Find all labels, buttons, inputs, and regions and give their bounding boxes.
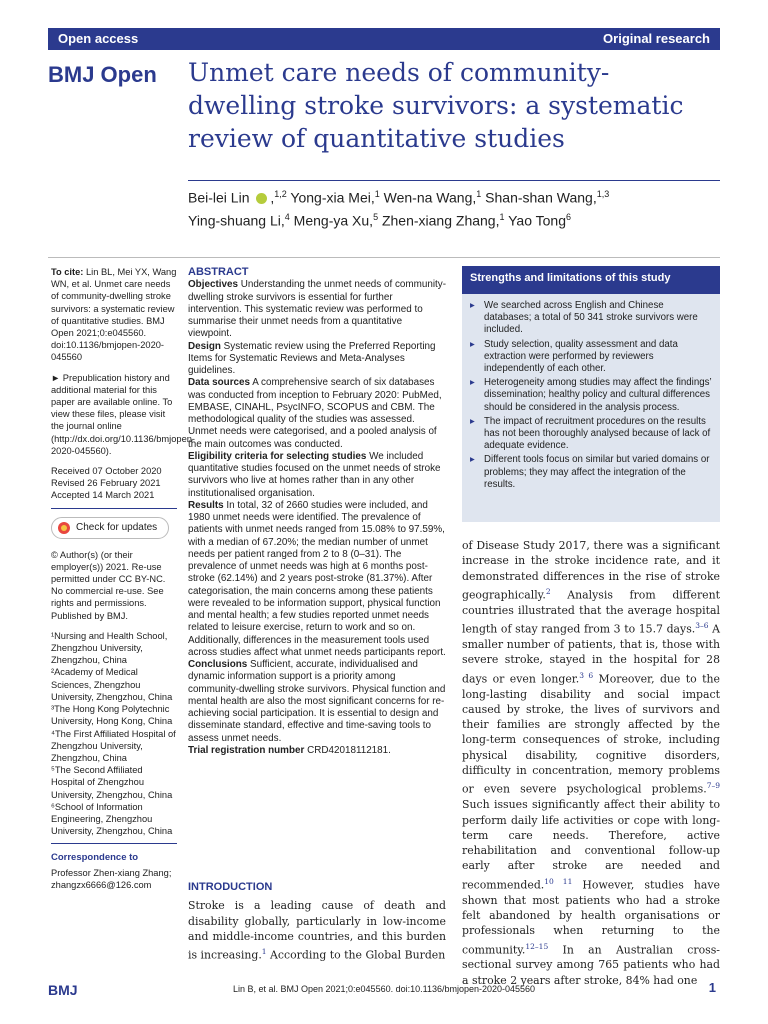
cite-text: Lin BL, Mei YX, Wang WN, et al. Unmet care needs of community-dwelling stroke survivors: a systematic review of quantitative studies. BMJ Open 2021;0:e045560. doi:10.1136/bmjopen-2020-045560 [51,267,177,363]
author-affil-sup: 6 [566,211,572,222]
top-banner [48,28,720,50]
author-affil-sup: 4 [284,211,290,222]
strengths-list [462,294,720,491]
body-text: According to the Global Burden [266,948,446,962]
journal-logo: BMJ Open [48,62,157,87]
section-label: Objectives [188,279,238,291]
citation-block [51,266,177,364]
strengths-limitations-box [462,266,720,522]
reference-link[interactable]: 3 6 [579,670,594,680]
affiliation-item: ⁴The First Affiliated Hospital of Zhengzhou University, Zhengzhou, China [51,728,176,763]
abstract-conclusions [188,659,446,745]
author-name: Wen-na Wang, [379,189,477,206]
affiliation-list [51,630,177,837]
list-item: ▸ Different tools focus on similar but varied domains or problems; they may affect the integration of the results. [470,454,712,491]
reference-link[interactable]: 12–15 [525,941,549,951]
correspondence-email[interactable]: zhangzx6666@126.com [51,879,152,890]
strengths-heading: Strengths and limitations of this study [462,266,720,294]
open-access-label: Open access [58,31,139,46]
body-text: Such issues significantly affect their ability to perform daily life activities or cope with long-term care needs. Therefore, active rehabilitation and conventional follow-up early after stroke are needed and recommended. [462,798,720,892]
prepub-note: ► Prepublication history and additional material for this paper are available online. To view these files, please visit the journal online (http://dx.doi.org/10.1136/bmjopen-2020-045560). [51,372,196,456]
author-name: Meng-ya Xu, [289,212,374,229]
article-sidebar [51,266,196,891]
author-name: Zhen-xiang Zhang, [378,212,500,229]
author-name: Shan-shan Wang, [481,189,597,206]
title-divider [188,180,720,181]
introduction-section [188,880,446,963]
abstract-eligibility [188,451,446,500]
page-number: 1 [708,980,716,995]
footer-bmj-logo: BMJ [48,982,78,998]
article-title: Unmet care needs of community-dwelling stroke survivors: a systematic review of quantitative studies [188,58,684,153]
check-for-updates-button[interactable] [51,517,169,539]
reference-link[interactable]: 1 [261,947,267,957]
section-label: Conclusions [188,659,248,670]
cite-label: To cite: [51,267,84,277]
body-column-right [462,538,720,988]
author-name: Ying-shuang Li, [188,212,285,229]
check-for-updates-label: Check for updates [76,521,158,533]
reference-link[interactable]: 7–9 [706,781,720,791]
section-text: In total, 32 of 2660 studies were included, and 1980 unmet needs were identified. The prevalence of patients with unmet needs ranged from 15.08% to 97.59%, with a median of 67.20%; the median number of unmet needs per patient ranged from 2 to 8 (0–31). The prevalence of unmet needs was high at 6 months post-stroke (62.14%) and 2 years post-stroke (81.37%). After categorisation, the main concerns among these patients were revealed to be information support, physical function and mental health; a few studies reported unmet needs related to leisure exercise, return to work and so on. Additionally, differences in the measurement tools used across studies affect what unmet needs participants report. [188,499,446,658]
list-item: ▸ Study selection, quality assessment and data extraction were performed by reviewers independently of each other. [470,339,712,376]
affiliation-item: ¹Nursing and Health School, Zhengzhou University, Zhengzhou, China [51,630,168,666]
body-text: of Disease Study 2017, there was a significant increase in the stroke incidence rate, and it demonstrated differences in the rise of stroke geographically. [462,539,720,602]
body-text: Stroke is a leading cause of death and disability globally, particularly in low-income and middle-income countries, and this burden is increasing. [188,899,446,962]
affiliation-item: ³The Hong Kong Polytechnic University, Hong Kong, China [51,704,173,727]
header-divider [48,257,720,258]
affiliation-item: ⁵The Second Affiliated Hospital of Zhengzhou University, Zhengzhou, China [51,765,173,800]
section-label: Design [188,340,221,352]
abstract-heading: ABSTRACT [188,266,249,278]
section-text: Systematic review using the Preferred Reporting Items for Systematic Reviews and Meta-Analyses guidelines. [188,340,436,376]
orcid-icon[interactable] [256,193,267,204]
section-label: Eligibility criteria for selecting studies [188,450,367,462]
section-label: Results [188,499,224,511]
affiliation-item: ²Academy of Medical Sciences, Zhengzhou University, Zhengzhou, China [51,667,173,702]
introduction-heading: INTRODUCTION [188,881,273,893]
author-affil-sup: 1,3 [596,189,610,199]
abstract-data-sources [188,377,446,451]
abstract-objectives [188,279,446,340]
reference-link[interactable]: 2 [545,586,551,596]
author-name: Bei-lei Lin [188,189,250,206]
correspondence-name: Professor Zhen-xiang Zhang; [51,867,172,878]
crossmark-icon [58,522,70,534]
abstract-design [188,341,446,378]
section-label: Data sources [188,377,251,389]
sidebar-divider [51,508,177,509]
accepted-date: Accepted 14 March 2021 [51,490,155,501]
section-text: We included quantitative studies focused on the unmet needs of stroke survivors who live at homes rather than in any other institutionalised organisation. [188,450,441,499]
footer-citation: Lin B, et al. BMJ Open 2021;0:e045560. doi:10.1136/bmjopen-2020-045560 [232,984,536,994]
section-label: Trial registration number [188,744,305,756]
section-text: CRD42018112181. [304,744,391,756]
body-text: Moreover, due to the long-lasting disability and social impact caused by stroke, the lives of survivors and their families are strongly affected by the long-term consequences of stroke, including physical disability, cognitive disorders, difficulty in concentration, memory problems or even severe psychological problems. [462,672,720,796]
body-text: A smaller number of patients, that is, those with severe stroke, stayed in the hospital for 28 days or even longer. [462,622,721,686]
author-affil-sup: 1 [499,211,505,222]
abstract-section [188,266,446,757]
author-affil-sup: 1,2 [274,189,287,199]
affiliation-item: ⁶School of Information Engineering, Zhengzhou University, Zhengzhou, China [51,801,173,837]
copyright-note: © Author(s) (or their employer(s)) 2021. Re-use permitted under CC BY-NC. No commercial re-use. See rights and permissions. Published by BMJ. [51,549,166,621]
list-item: ▸ Heterogeneity among studies may affect the findings’ dissemination; healthy policy and cultural differences should be considered in the analysis process. [470,377,712,414]
correspondence-heading: Correspondence to [51,852,139,864]
abstract-trial-registration [188,745,446,757]
author-affil-sup: 1 [476,189,482,199]
body-text: Analysis from different countries illustrated that the average hospital length of stay ranged from 3 to 15.7 days. [462,588,720,636]
reference-link[interactable]: 10 11 [544,876,573,886]
section-text: Understanding the unmet needs of community-dwelling stroke survivors is essential for further intervention. This systematic review was performed to summarise their unmet needs from a quantitative viewpoint. [188,279,446,340]
revised-date: Revised 26 February 2021 [51,478,161,489]
reference-link[interactable]: 3–6 [695,621,709,631]
abstract-results [188,500,446,659]
section-text: Sufficient, accurate, individualised and dynamic information support is a priority among community-dwelling stroke survivors. Physical function and mental health are also the most significant concerns for re-achieving social participation. It is essential to design and disseminate standard, effective and time-saving tools to assess unmet needs. [188,659,446,744]
received-date: Received 07 October 2020 [51,466,162,477]
author-affil-sup: 1 [374,189,380,199]
list-item: ▸ We searched across English and Chinese databases; a total of 50 341 stroke survivors were included. [470,300,712,337]
section-text: A comprehensive search of six databases was conducted from inception to February 2020: PubMed, EMBASE, CINAHL, PsycINFO, SCOPUS and CBM. The methodological quality of the studies was assessed. Unmet needs were categorised, and a pooled analysis of the main outcomes was conducted. [188,377,442,450]
article-type-label: Original research [603,31,710,46]
body-text: In an Australian cross-sectional survey among 765 patients who had a stroke 2 years after stroke, 84% had one [462,943,720,987]
author-list: Bei-lei Lin ,$^{1,2}$ Yong-xia Mei,$^1$ Wen-na Wang,$^1$ Shan-shan Wang,$^{1,3}$ Ying-shuang Li,$^4$ Meng-ya Xu,$^5$ Zhen-xiang Zhang,$^1$ Yao Tong$^6$ [188,189,610,229]
list-item: ▸ The impact of recruitment procedures on the results has not been thoroughly analysed because of lack of adequate evidence. [470,416,712,453]
author-name: Yao Tong [504,212,567,229]
body-text: However, studies have shown that most patients who had a stroke felt abandoned by health organisations or professionals when returning to the community. [462,878,720,957]
author-affil-sup: 5 [373,211,379,222]
sidebar-divider [51,843,177,844]
author-name: Yong-xia Mei, [286,189,375,206]
